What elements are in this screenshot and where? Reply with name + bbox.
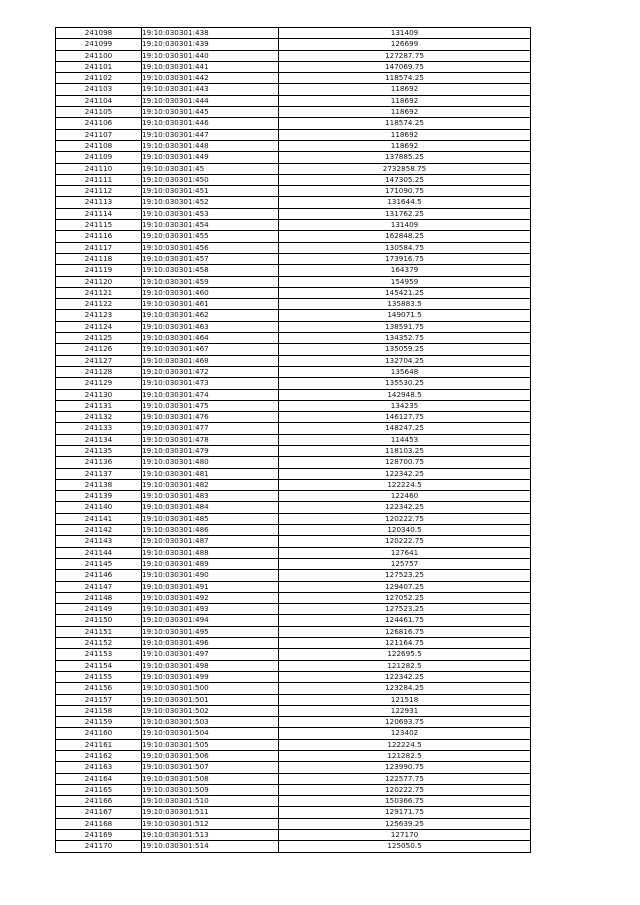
cadastral-number-cell: 19:10:030301:494 <box>142 615 279 626</box>
value-cell: 134235 <box>279 400 531 411</box>
table-row <box>56 570 531 581</box>
table-row <box>56 321 531 332</box>
row-number-cell: 241118 <box>56 253 142 264</box>
row-number-cell: 241101 <box>56 61 142 72</box>
table-row <box>56 355 531 366</box>
row-number-cell: 241115 <box>56 220 142 231</box>
value-cell: 122695.5 <box>279 649 531 660</box>
value-cell: 125639.25 <box>279 818 531 829</box>
value-cell: 127641 <box>279 547 531 558</box>
table-row <box>56 773 531 784</box>
cadastral-number-cell: 19:10:030301:446 <box>142 118 279 129</box>
table-row <box>56 84 531 95</box>
table-row <box>56 841 531 852</box>
row-number-cell: 241129 <box>56 378 142 389</box>
table-row <box>56 604 531 615</box>
cadastral-number-cell: 19:10:030301:444 <box>142 95 279 106</box>
table-row <box>56 423 531 434</box>
row-number-cell: 241150 <box>56 615 142 626</box>
row-number-cell: 241147 <box>56 581 142 592</box>
row-number-cell: 241142 <box>56 525 142 536</box>
table-row <box>56 830 531 841</box>
row-number-cell: 241166 <box>56 796 142 807</box>
table-row <box>56 174 531 185</box>
cadastral-number-cell: 19:10:030301:441 <box>142 61 279 72</box>
table-row <box>56 310 531 321</box>
cadastral-number-cell: 19:10:030301:499 <box>142 671 279 682</box>
table-row <box>56 412 531 423</box>
table-row <box>56 186 531 197</box>
value-cell: 131409 <box>279 28 531 39</box>
value-cell: 127052.25 <box>279 592 531 603</box>
value-cell: 173916.75 <box>279 253 531 264</box>
cadastral-number-cell: 19:10:030301:509 <box>142 784 279 795</box>
row-number-cell: 241120 <box>56 276 142 287</box>
table-body <box>56 28 531 853</box>
row-number-cell: 241144 <box>56 547 142 558</box>
value-cell: 118692 <box>279 84 531 95</box>
table-row <box>56 502 531 513</box>
cadastral-number-cell: 19:10:030301:503 <box>142 717 279 728</box>
value-cell: 128700.75 <box>279 457 531 468</box>
cadastral-number-cell: 19:10:030301:495 <box>142 626 279 637</box>
row-number-cell: 241123 <box>56 310 142 321</box>
value-cell: 123402 <box>279 728 531 739</box>
cadastral-number-cell: 19:10:030301:501 <box>142 694 279 705</box>
cadastral-number-cell: 19:10:030301:492 <box>142 592 279 603</box>
cadastral-number-cell: 19:10:030301:445 <box>142 107 279 118</box>
table-row <box>56 242 531 253</box>
value-cell: 122224.5 <box>279 479 531 490</box>
table-row <box>56 581 531 592</box>
value-cell: 120693.75 <box>279 717 531 728</box>
cadastral-number-cell: 19:10:030301:442 <box>142 73 279 84</box>
cadastral-number-cell: 19:10:030301:488 <box>142 547 279 558</box>
cadastral-number-cell: 19:10:030301:483 <box>142 491 279 502</box>
row-number-cell: 241141 <box>56 513 142 524</box>
value-cell: 147069.75 <box>279 61 531 72</box>
table-row <box>56 762 531 773</box>
table-row <box>56 152 531 163</box>
value-cell: 149071.5 <box>279 310 531 321</box>
value-cell: 147305.25 <box>279 174 531 185</box>
value-cell: 125050.5 <box>279 841 531 852</box>
cadastral-number-cell: 19:10:030301:459 <box>142 276 279 287</box>
value-cell: 126816.75 <box>279 626 531 637</box>
value-cell: 138591.75 <box>279 321 531 332</box>
value-cell: 2732858.75 <box>279 163 531 174</box>
table-row <box>56 445 531 456</box>
value-cell: 135648 <box>279 366 531 377</box>
table-row <box>56 717 531 728</box>
value-cell: 134352.75 <box>279 333 531 344</box>
row-number-cell: 241116 <box>56 231 142 242</box>
cadastral-number-cell: 19:10:030301:508 <box>142 773 279 784</box>
row-number-cell: 241119 <box>56 265 142 276</box>
table-row <box>56 694 531 705</box>
value-cell: 120222.75 <box>279 536 531 547</box>
cadastral-number-cell: 19:10:030301:484 <box>142 502 279 513</box>
table-row <box>56 253 531 264</box>
table-row <box>56 592 531 603</box>
value-cell: 118692 <box>279 129 531 140</box>
table-row <box>56 107 531 118</box>
table-row <box>56 208 531 219</box>
cadastral-number-cell: 19:10:030301:455 <box>142 231 279 242</box>
cadastral-number-cell: 19:10:030301:463 <box>142 321 279 332</box>
row-number-cell: 241152 <box>56 638 142 649</box>
row-number-cell: 241127 <box>56 355 142 366</box>
row-number-cell: 241162 <box>56 751 142 762</box>
row-number-cell: 241157 <box>56 694 142 705</box>
cadastral-number-cell: 19:10:030301:480 <box>142 457 279 468</box>
cadastral-value-table <box>55 27 531 853</box>
cadastral-number-cell: 19:10:030301:481 <box>142 468 279 479</box>
row-number-cell: 241109 <box>56 152 142 163</box>
value-cell: 131762.25 <box>279 208 531 219</box>
row-number-cell: 241154 <box>56 660 142 671</box>
cadastral-number-cell: 19:10:030301:513 <box>142 830 279 841</box>
value-cell: 118692 <box>279 107 531 118</box>
cadastral-number-cell: 19:10:030301:447 <box>142 129 279 140</box>
value-cell: 120340.5 <box>279 525 531 536</box>
cadastral-number-cell: 19:10:030301:506 <box>142 751 279 762</box>
cadastral-number-cell: 19:10:030301:505 <box>142 739 279 750</box>
cadastral-number-cell: 19:10:030301:489 <box>142 558 279 569</box>
cadastral-number-cell: 19:10:030301:457 <box>142 253 279 264</box>
row-number-cell: 241160 <box>56 728 142 739</box>
value-cell: 164379 <box>279 265 531 276</box>
cadastral-number-cell: 19:10:030301:475 <box>142 400 279 411</box>
row-number-cell: 241117 <box>56 242 142 253</box>
cadastral-number-cell: 19:10:030301:491 <box>142 581 279 592</box>
value-cell: 171090.75 <box>279 186 531 197</box>
value-cell: 162848.25 <box>279 231 531 242</box>
table-row <box>56 333 531 344</box>
value-cell: 127523.25 <box>279 570 531 581</box>
cadastral-number-cell: 19:10:030301:511 <box>142 807 279 818</box>
cadastral-number-cell: 19:10:030301:460 <box>142 287 279 298</box>
row-number-cell: 241169 <box>56 830 142 841</box>
cadastral-number-cell: 19:10:030301:496 <box>142 638 279 649</box>
value-cell: 122577.75 <box>279 773 531 784</box>
table-row <box>56 163 531 174</box>
row-number-cell: 241121 <box>56 287 142 298</box>
cadastral-number-cell: 19:10:030301:514 <box>142 841 279 852</box>
table-row <box>56 231 531 242</box>
value-cell: 127287.75 <box>279 50 531 61</box>
table-row <box>56 649 531 660</box>
cadastral-number-cell: 19:10:030301:439 <box>142 39 279 50</box>
value-cell: 131409 <box>279 220 531 231</box>
table-row <box>56 366 531 377</box>
row-number-cell: 241134 <box>56 434 142 445</box>
cadastral-number-cell: 19:10:030301:448 <box>142 140 279 151</box>
row-number-cell: 241143 <box>56 536 142 547</box>
row-number-cell: 241125 <box>56 333 142 344</box>
row-number-cell: 241170 <box>56 841 142 852</box>
table-row <box>56 389 531 400</box>
table-row <box>56 61 531 72</box>
cadastral-number-cell: 19:10:030301:500 <box>142 683 279 694</box>
cadastral-number-cell: 19:10:030301:473 <box>142 378 279 389</box>
cadastral-number-cell: 19:10:030301:502 <box>142 705 279 716</box>
table-row <box>56 638 531 649</box>
value-cell: 121282.5 <box>279 660 531 671</box>
table-row <box>56 197 531 208</box>
value-cell: 132704.25 <box>279 355 531 366</box>
cadastral-number-cell: 19:10:030301:510 <box>142 796 279 807</box>
value-cell: 145421.25 <box>279 287 531 298</box>
row-number-cell: 241138 <box>56 479 142 490</box>
cadastral-number-cell: 19:10:030301:45 <box>142 163 279 174</box>
row-number-cell: 241156 <box>56 683 142 694</box>
cadastral-number-cell: 19:10:030301:464 <box>142 333 279 344</box>
value-cell: 146127.75 <box>279 412 531 423</box>
value-cell: 150366.75 <box>279 796 531 807</box>
table-row <box>56 784 531 795</box>
table-row <box>56 299 531 310</box>
value-cell: 135059.25 <box>279 344 531 355</box>
row-number-cell: 241102 <box>56 73 142 84</box>
value-cell: 123284.25 <box>279 683 531 694</box>
row-number-cell: 241164 <box>56 773 142 784</box>
value-cell: 127170 <box>279 830 531 841</box>
table-row <box>56 479 531 490</box>
cadastral-number-cell: 19:10:030301:468 <box>142 355 279 366</box>
row-number-cell: 241133 <box>56 423 142 434</box>
table-row <box>56 615 531 626</box>
row-number-cell: 241099 <box>56 39 142 50</box>
table-row <box>56 683 531 694</box>
value-cell: 122931 <box>279 705 531 716</box>
value-cell: 137885.25 <box>279 152 531 163</box>
value-cell: 122224.5 <box>279 739 531 750</box>
value-cell: 126699 <box>279 39 531 50</box>
row-number-cell: 241158 <box>56 705 142 716</box>
table-row <box>56 751 531 762</box>
cadastral-number-cell: 19:10:030301:478 <box>142 434 279 445</box>
value-cell: 125757 <box>279 558 531 569</box>
value-cell: 118103.25 <box>279 445 531 456</box>
value-cell: 130584.75 <box>279 242 531 253</box>
row-number-cell: 241155 <box>56 671 142 682</box>
row-number-cell: 241159 <box>56 717 142 728</box>
table-row <box>56 739 531 750</box>
row-number-cell: 241168 <box>56 818 142 829</box>
value-cell: 122342.25 <box>279 468 531 479</box>
table-row <box>56 265 531 276</box>
row-number-cell: 241167 <box>56 807 142 818</box>
table-row <box>56 547 531 558</box>
cadastral-number-cell: 19:10:030301:451 <box>142 186 279 197</box>
value-cell: 131644.5 <box>279 197 531 208</box>
table-row <box>56 276 531 287</box>
value-cell: 121518 <box>279 694 531 705</box>
row-number-cell: 241151 <box>56 626 142 637</box>
table-row <box>56 39 531 50</box>
table-row <box>56 705 531 716</box>
row-number-cell: 241113 <box>56 197 142 208</box>
cadastral-number-cell: 19:10:030301:452 <box>142 197 279 208</box>
cadastral-number-cell: 19:10:030301:479 <box>142 445 279 456</box>
table-row <box>56 671 531 682</box>
value-cell: 120222.75 <box>279 784 531 795</box>
row-number-cell: 241128 <box>56 366 142 377</box>
value-cell: 121282.5 <box>279 751 531 762</box>
table-row <box>56 400 531 411</box>
table-row <box>56 50 531 61</box>
row-number-cell: 241107 <box>56 129 142 140</box>
value-cell: 118574.25 <box>279 118 531 129</box>
table-row <box>56 434 531 445</box>
value-cell: 122342.25 <box>279 502 531 513</box>
cadastral-number-cell: 19:10:030301:476 <box>142 412 279 423</box>
table-row <box>56 818 531 829</box>
cadastral-number-cell: 19:10:030301:504 <box>142 728 279 739</box>
cadastral-number-cell: 19:10:030301:450 <box>142 174 279 185</box>
row-number-cell: 241148 <box>56 592 142 603</box>
table-row <box>56 287 531 298</box>
cadastral-number-cell: 19:10:030301:462 <box>142 310 279 321</box>
table-row <box>56 344 531 355</box>
row-number-cell: 241132 <box>56 412 142 423</box>
value-cell: 142948.5 <box>279 389 531 400</box>
row-number-cell: 241126 <box>56 344 142 355</box>
cadastral-number-cell: 19:10:030301:498 <box>142 660 279 671</box>
row-number-cell: 241137 <box>56 468 142 479</box>
table-row <box>56 796 531 807</box>
value-cell: 121164.75 <box>279 638 531 649</box>
row-number-cell: 241145 <box>56 558 142 569</box>
table-row <box>56 220 531 231</box>
row-number-cell: 241112 <box>56 186 142 197</box>
row-number-cell: 241140 <box>56 502 142 513</box>
value-cell: 120222.75 <box>279 513 531 524</box>
row-number-cell: 241100 <box>56 50 142 61</box>
value-cell: 114453 <box>279 434 531 445</box>
cadastral-number-cell: 19:10:030301:472 <box>142 366 279 377</box>
table-row <box>56 468 531 479</box>
row-number-cell: 241098 <box>56 28 142 39</box>
table-row <box>56 140 531 151</box>
row-number-cell: 241146 <box>56 570 142 581</box>
value-cell: 127523.25 <box>279 604 531 615</box>
cadastral-number-cell: 19:10:030301:486 <box>142 525 279 536</box>
cadastral-number-cell: 19:10:030301:497 <box>142 649 279 660</box>
row-number-cell: 241114 <box>56 208 142 219</box>
row-number-cell: 241106 <box>56 118 142 129</box>
cadastral-number-cell: 19:10:030301:482 <box>142 479 279 490</box>
row-number-cell: 241108 <box>56 140 142 151</box>
value-cell: 135530.25 <box>279 378 531 389</box>
cadastral-number-cell: 19:10:030301:493 <box>142 604 279 615</box>
table-row <box>56 129 531 140</box>
row-number-cell: 241122 <box>56 299 142 310</box>
table-row <box>56 558 531 569</box>
row-number-cell: 241165 <box>56 784 142 795</box>
row-number-cell: 241161 <box>56 739 142 750</box>
row-number-cell: 241136 <box>56 457 142 468</box>
table-row <box>56 118 531 129</box>
row-number-cell: 241104 <box>56 95 142 106</box>
cadastral-number-cell: 19:10:030301:458 <box>142 265 279 276</box>
table-row <box>56 536 531 547</box>
cadastral-number-cell: 19:10:030301:453 <box>142 208 279 219</box>
cadastral-number-cell: 19:10:030301:512 <box>142 818 279 829</box>
table-row <box>56 28 531 39</box>
row-number-cell: 241110 <box>56 163 142 174</box>
row-number-cell: 241111 <box>56 174 142 185</box>
value-cell: 118692 <box>279 140 531 151</box>
table-row <box>56 660 531 671</box>
cadastral-number-cell: 19:10:030301:485 <box>142 513 279 524</box>
row-number-cell: 241103 <box>56 84 142 95</box>
cadastral-number-cell: 19:10:030301:487 <box>142 536 279 547</box>
table-row <box>56 95 531 106</box>
cadastral-number-cell: 19:10:030301:438 <box>142 28 279 39</box>
table-row <box>56 728 531 739</box>
cadastral-number-cell: 19:10:030301:456 <box>142 242 279 253</box>
table-row <box>56 513 531 524</box>
cadastral-number-cell: 19:10:030301:440 <box>142 50 279 61</box>
table-row <box>56 378 531 389</box>
row-number-cell: 241130 <box>56 389 142 400</box>
row-number-cell: 241149 <box>56 604 142 615</box>
cadastral-number-cell: 19:10:030301:449 <box>142 152 279 163</box>
row-number-cell: 241139 <box>56 491 142 502</box>
value-cell: 118574.25 <box>279 73 531 84</box>
cadastral-number-cell: 19:10:030301:474 <box>142 389 279 400</box>
value-cell: 122460 <box>279 491 531 502</box>
value-cell: 135883.5 <box>279 299 531 310</box>
value-cell: 118692 <box>279 95 531 106</box>
table-row <box>56 73 531 84</box>
cadastral-number-cell: 19:10:030301:477 <box>142 423 279 434</box>
table-row <box>56 807 531 818</box>
row-number-cell: 241135 <box>56 445 142 456</box>
value-cell: 124461.75 <box>279 615 531 626</box>
row-number-cell: 241124 <box>56 321 142 332</box>
value-cell: 129407.25 <box>279 581 531 592</box>
row-number-cell: 241105 <box>56 107 142 118</box>
row-number-cell: 241153 <box>56 649 142 660</box>
cadastral-number-cell: 19:10:030301:467 <box>142 344 279 355</box>
value-cell: 154959 <box>279 276 531 287</box>
row-number-cell: 241131 <box>56 400 142 411</box>
value-cell: 123990.75 <box>279 762 531 773</box>
table-row <box>56 525 531 536</box>
value-cell: 122342.25 <box>279 671 531 682</box>
cadastral-number-cell: 19:10:030301:443 <box>142 84 279 95</box>
table-row <box>56 491 531 502</box>
value-cell: 129171.75 <box>279 807 531 818</box>
cadastral-number-cell: 19:10:030301:490 <box>142 570 279 581</box>
table-row <box>56 626 531 637</box>
cadastral-number-cell: 19:10:030301:507 <box>142 762 279 773</box>
row-number-cell: 241163 <box>56 762 142 773</box>
cadastral-number-cell: 19:10:030301:461 <box>142 299 279 310</box>
table-row <box>56 457 531 468</box>
value-cell: 148247.25 <box>279 423 531 434</box>
cadastral-number-cell: 19:10:030301:454 <box>142 220 279 231</box>
